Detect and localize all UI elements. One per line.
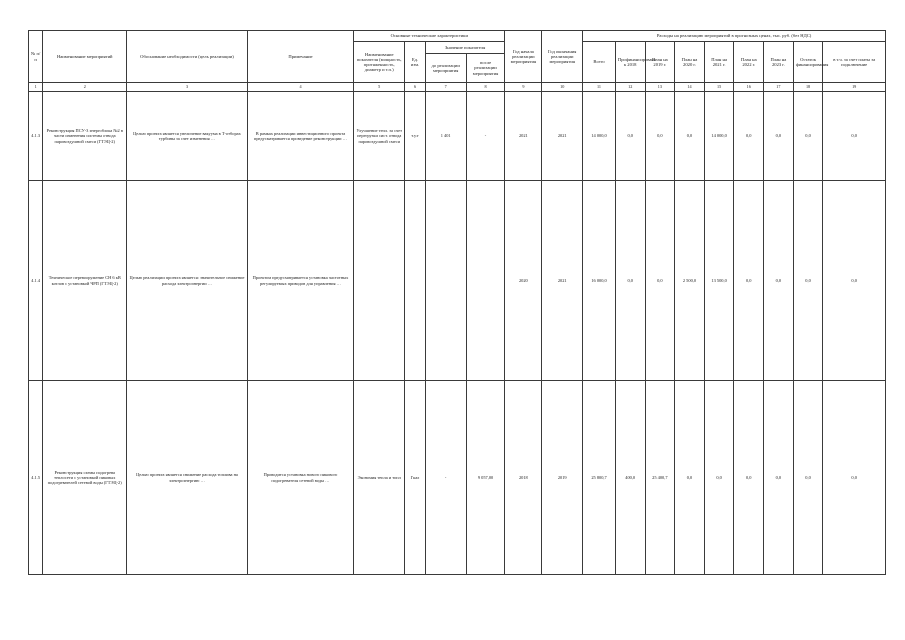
header-justification: Обоснование необходимости (цель реализации) xyxy=(127,31,248,83)
row-plan-2023: 0,0 xyxy=(764,181,794,381)
row-total: 16 000,0 xyxy=(583,181,616,381)
header-total: Всего xyxy=(583,42,616,83)
row-note: В рамках реализации инвестиционного проекта предусматривается проведение реконструкции … xyxy=(247,92,353,181)
row-after: 9 057,00 xyxy=(466,381,505,575)
row-before: - xyxy=(425,381,466,575)
row-prefinanced: 0,0 xyxy=(615,181,645,381)
row-name: Техническое перевооружение СН 6 кВ котлов с установкой ЧРП (ГТЭЦ-2) xyxy=(43,181,127,381)
row-plan-2019: 0,0 xyxy=(645,92,675,181)
column-number: 15 xyxy=(704,83,734,92)
investment-program-table xyxy=(28,30,886,575)
row-plan-2022: 0,0 xyxy=(734,181,764,381)
row-spec-name: Улучшение тепл. за счет перегрузки сист. отвода паровоздушной смеси xyxy=(354,92,405,181)
row-plan-2022: 0,0 xyxy=(734,381,764,575)
row-remaining: 0,0 xyxy=(793,92,823,181)
column-number-row xyxy=(29,83,886,92)
row-unit xyxy=(405,181,425,381)
row-unit: Гкал xyxy=(405,381,425,575)
row-num: 4.1.4 xyxy=(29,181,43,381)
header-values-group: Значение показателя xyxy=(425,42,505,54)
row-total: 14 000,0 xyxy=(583,92,616,181)
row-name: Реконструкция схемы подогрева теплосети с установкой пиковых подогревателей сетевой воды (ГТЭЦ-2) xyxy=(43,381,127,575)
row-spec-name: Экономия тепла и топл xyxy=(354,381,405,575)
row-remaining: 0,0 xyxy=(793,381,823,575)
row-note: Проводится установка нового пикового подогревателя сетевой воды … xyxy=(247,381,353,575)
column-number: 5 xyxy=(354,83,405,92)
column-number: 12 xyxy=(615,83,645,92)
table-row xyxy=(29,92,886,181)
header-note: Примечание xyxy=(247,31,353,83)
header-spec-name: Наименование показателя (мощность, протяженность, диаметр и т.п.) xyxy=(354,42,405,83)
header-specs-group: Основные технические характеристики xyxy=(354,31,505,42)
column-number: 17 xyxy=(764,83,794,92)
row-plan-2020: 2 500,0 xyxy=(675,181,705,381)
row-justification: Целью проекта является увеличение вакуума в Т-отборах турбины за счет изменения … xyxy=(127,92,248,181)
row-justification: Целью реализации проекта является: значительное снижение расхода электроэнергии … xyxy=(127,181,248,381)
row-start-year: 2020 xyxy=(505,181,542,381)
header-after: после реализации мероприятия xyxy=(466,54,505,83)
header-start-year: Год начала реализации мероприятия xyxy=(505,31,542,83)
row-name: Реконструкция ПСУ-3 энергоблока №2 в части изменения системы отвода паровоздушной смеси (ГТЭЦ-2) xyxy=(43,92,127,181)
table-row xyxy=(29,181,886,381)
column-number: 8 xyxy=(466,83,505,92)
column-number: 3 xyxy=(127,83,248,92)
header-remaining: Остаток финансирования xyxy=(793,42,823,83)
row-remaining: 0,0 xyxy=(793,181,823,381)
column-number: 1 xyxy=(29,83,43,92)
header-before: до реализации мероприятия xyxy=(425,54,466,83)
header-incl-fee: в т.ч. за счет платы за подключение xyxy=(823,42,886,83)
column-number: 7 xyxy=(425,83,466,92)
column-number: 10 xyxy=(542,83,583,92)
column-number: 18 xyxy=(793,83,823,92)
header-plan-2023: План на 2023 г. xyxy=(764,42,794,83)
header-unit: Ед. изм. xyxy=(405,42,425,83)
header-num: № п/п xyxy=(29,31,43,83)
row-before xyxy=(425,181,466,381)
column-number: 14 xyxy=(675,83,705,92)
row-plan-2021: 0,0 xyxy=(704,381,734,575)
header-name: Наименование мероприятий xyxy=(43,31,127,83)
row-unit: т.у.т xyxy=(405,92,425,181)
column-number: 6 xyxy=(405,83,425,92)
row-end-year: 2021 xyxy=(542,181,583,381)
table-row xyxy=(29,381,886,575)
header-end-year: Год окончания реализации мероприятия xyxy=(542,31,583,83)
row-plan-2019: 0,0 xyxy=(645,181,675,381)
row-plan-2020: 0,0 xyxy=(675,381,705,575)
header-plan-2021: План на 2021 г. xyxy=(704,42,734,83)
row-before: 1 401 xyxy=(425,92,466,181)
row-justification: Целью проекта является снижение расхода топлива на электроэнергию … xyxy=(127,381,248,575)
row-plan-2022: 0,0 xyxy=(734,92,764,181)
row-plan-2021: 14 000,0 xyxy=(704,92,734,181)
row-plan-2023: 0,0 xyxy=(764,92,794,181)
row-incl-fee: 0,0 xyxy=(823,181,886,381)
row-end-year: 2019 xyxy=(542,381,583,575)
header-plan-2020: План на 2020 г. xyxy=(675,42,705,83)
row-after: - xyxy=(466,92,505,181)
row-num: 4.1.3 xyxy=(29,92,43,181)
column-number: 16 xyxy=(734,83,764,92)
column-number: 9 xyxy=(505,83,542,92)
header-costs-group: Расходы на реализацию мероприятий в прогнозных ценах, тыс. руб. (без НДС) xyxy=(583,31,886,42)
column-number: 13 xyxy=(645,83,675,92)
row-incl-fee: 0,0 xyxy=(823,381,886,575)
row-plan-2021: 13 500,0 xyxy=(704,181,734,381)
row-start-year: 2021 xyxy=(505,92,542,181)
row-plan-2023: 0,0 xyxy=(764,381,794,575)
row-incl-fee: 0,0 xyxy=(823,92,886,181)
row-total: 25 800,7 xyxy=(583,381,616,575)
header-plan-2019: План на 2019 г. xyxy=(645,42,675,83)
row-end-year: 2021 xyxy=(542,92,583,181)
row-plan-2020: 0,0 xyxy=(675,92,705,181)
row-after xyxy=(466,181,505,381)
row-note: Проектом предусматривается установка частотных регулируемых приводов для управления … xyxy=(247,181,353,381)
column-number: 19 xyxy=(823,83,886,92)
row-prefinanced: 0,0 xyxy=(615,92,645,181)
row-prefinanced: 400,0 xyxy=(615,381,645,575)
header-prefinanced: Профинансировано к 2018 xyxy=(615,42,645,83)
row-num: 4.1.5 xyxy=(29,381,43,575)
row-plan-2019: 25 400,7 xyxy=(645,381,675,575)
row-spec-name xyxy=(354,181,405,381)
header-plan-2022: План на 2022 г. xyxy=(734,42,764,83)
column-number: 4 xyxy=(247,83,353,92)
column-number: 11 xyxy=(583,83,616,92)
row-start-year: 2018 xyxy=(505,381,542,575)
column-number: 2 xyxy=(43,83,127,92)
